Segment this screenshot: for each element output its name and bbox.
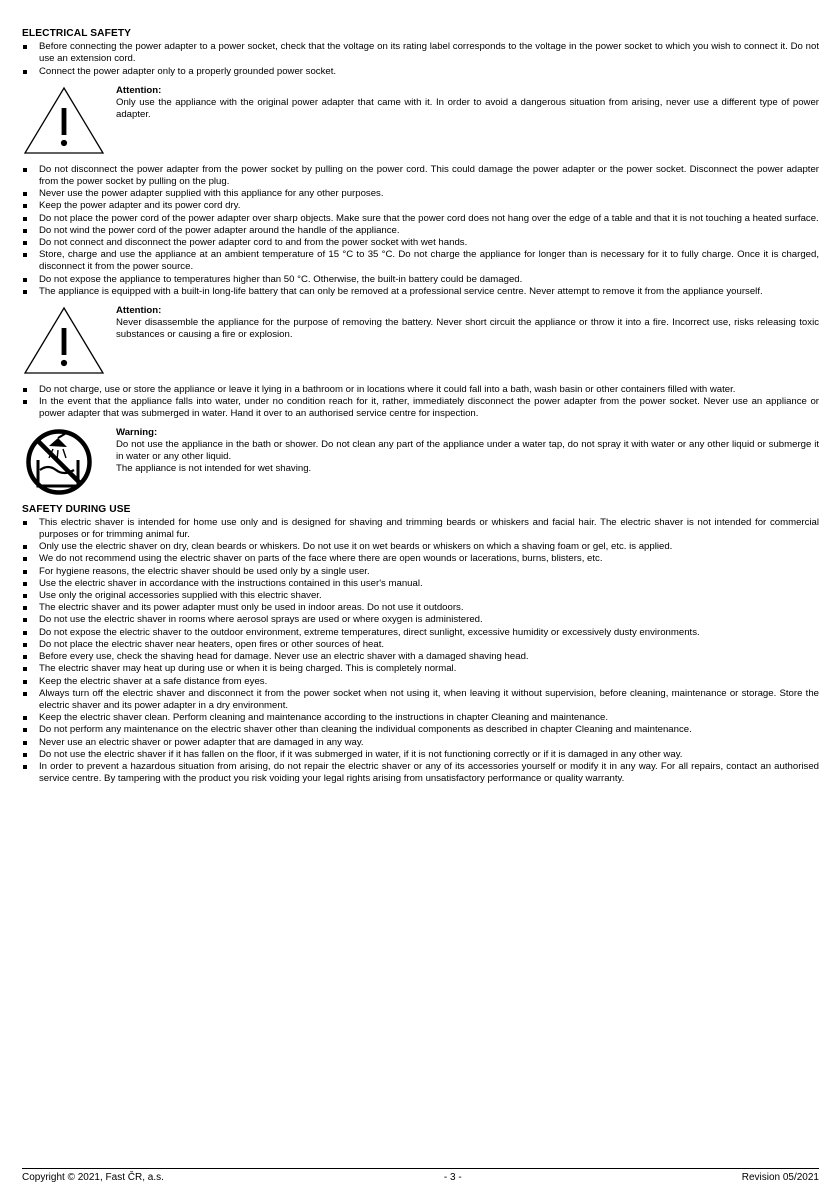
attention-text-2: Never disassemble the appliance for the purpose of removing the battery. Never short circuit the appliance or throw it into a fire. Incorrect use, risks releasing toxic substances or causing a fire or explosion. bbox=[116, 317, 819, 341]
list-item: Before connecting the power adapter to a power socket, check that the voltage on its rating label corresponds to the voltage in the power socket to which you wish to connect it. Do not use an extension cord. bbox=[22, 41, 819, 65]
list-item: Never use the power adapter supplied with this appliance for any other purposes. bbox=[22, 188, 819, 200]
list-item: Use only the original accessories supplied with this electric shaver. bbox=[22, 590, 819, 602]
list-item: Keep the electric shaver at a safe distance from eyes. bbox=[22, 676, 819, 688]
no-water-icon bbox=[22, 426, 116, 496]
document-page bbox=[22, 28, 819, 785]
list-item: In order to prevent a hazardous situation from arising, do not repair the electric shaver or any of its accessories yourself or modify it in any way. For all repairs, contact an authorised service centre. By tampering with the product you risk voiding your legal rights arising from unsatisfactory performance or quality warranty. bbox=[22, 761, 819, 785]
list-item: Never use an electric shaver or power adapter that are damaged in any way. bbox=[22, 737, 819, 749]
list-item: Do not charge, use or store the appliance or leave it lying in a bathroom or in locations where it could fall into a bath, wash basin or other containers filled with water. bbox=[22, 384, 819, 396]
list-item: We do not recommend using the electric shaver on parts of the face where there are open wounds or lacerations, burns, blisters, etc. bbox=[22, 553, 819, 565]
warning-triangle-icon bbox=[22, 84, 116, 156]
list-item: Before every use, check the shaving head for damage. Never use an electric shaver with a damaged shaving head. bbox=[22, 651, 819, 663]
section-heading-electrical: ELECTRICAL SAFETY bbox=[22, 28, 132, 39]
page-footer bbox=[22, 1168, 819, 1183]
warning-text-1: Do not use the appliance in the bath or shower. Do not clean any part of the appliance under a water tap, do not spray it with water or any other liquid or submerge it in water or any other liquid. bbox=[116, 438, 819, 463]
warning-title: Warning: bbox=[116, 426, 158, 438]
list-item: For hygiene reasons, the electric shaver should be used only by a single user. bbox=[22, 566, 819, 578]
attention-block-2 bbox=[22, 304, 819, 376]
list-item: Do not expose the appliance to temperatures higher than 50 °C. Otherwise, the built-in battery could be damaged. bbox=[22, 274, 819, 286]
list-item: Do not wind the power cord of the power adapter around the handle of the appliance. bbox=[22, 225, 819, 237]
list-item: The electric shaver and its power adapter must only be used in indoor areas. Do not use it outdoors. bbox=[22, 602, 819, 614]
list-electrical-a bbox=[22, 41, 819, 78]
list-item: Do not expose the electric shaver to the outdoor environment, extreme temperatures, direct sunlight, excessive humidity or excessively dusty environments. bbox=[22, 627, 819, 639]
footer-copyright: Copyright © 2021, Fast ČR, a.s. bbox=[22, 1172, 164, 1183]
attention-title-1: Attention: bbox=[116, 84, 162, 96]
list-item: Do not place the electric shaver near heaters, open fires or other sources of heat. bbox=[22, 639, 819, 651]
list-electrical-b bbox=[22, 164, 819, 298]
attention-block-1 bbox=[22, 84, 819, 156]
list-item: Do not connect and disconnect the power adapter cord to and from the power socket with wet hands. bbox=[22, 237, 819, 249]
list-item: Only use the electric shaver on dry, clean beards or whiskers. Do not use it on wet beards or whiskers on which a shaving foam or gel, etc. is applied. bbox=[22, 541, 819, 553]
list-item: Do not disconnect the power adapter from the power socket by pulling on the power cord. This could damage the power adapter or the power socket. Disconnect the power adapter from the power socket by pulling on the plug. bbox=[22, 164, 819, 188]
list-item: Do not use the electric shaver in rooms where aerosol sprays are used or where oxygen is administered. bbox=[22, 614, 819, 626]
list-item: Do not perform any maintenance on the electric shaver other than cleaning the individual components as described in chapter Cleaning and maintenance. bbox=[22, 724, 819, 736]
list-electrical-c bbox=[22, 384, 819, 421]
list-item: The electric shaver may heat up during use or when it is being charged. This is completely normal. bbox=[22, 663, 819, 675]
footer-page-number: - 3 - bbox=[443, 1172, 462, 1183]
attention-title-2: Attention: bbox=[116, 305, 162, 317]
list-item: Store, charge and use the appliance at an ambient temperature of 15 °C to 35 °C. Do not charge the appliance for longer than is necessary for it to fully charge. Once it is charged, disconnect it from the power source. bbox=[22, 249, 819, 273]
list-item: The appliance is equipped with a built-in long-life battery that can only be removed at a professional service centre. Never attempt to remove it from the appliance yourself. bbox=[22, 286, 819, 298]
list-item: Connect the power adapter only to a properly grounded power socket. bbox=[22, 66, 819, 78]
list-item: Do not use the electric shaver if it has fallen on the floor, if it was submerged in water, if it is not functioning correctly or if it is damaged in any other way. bbox=[22, 749, 819, 761]
list-item: Keep the power adapter and its power cord dry. bbox=[22, 200, 819, 212]
attention-text-1: Only use the appliance with the original power adapter that came with it. In order to avoid a dangerous situation from arising, never use a different type of power adapter. bbox=[116, 97, 819, 121]
list-item: Always turn off the electric shaver and disconnect it from the power socket when not using it, when leaving it without supervision, before cleaning, maintenance or storage. Store the electric shaver and its power adapter in a dry environment. bbox=[22, 688, 819, 712]
section-heading-use: SAFETY DURING USE bbox=[22, 503, 131, 515]
list-use bbox=[22, 517, 819, 785]
list-item: Keep the electric shaver clean. Perform cleaning and maintenance according to the instructions in chapter Cleaning and maintenance. bbox=[22, 712, 819, 724]
warning-text-2: The appliance is not intended for wet shaving. bbox=[116, 463, 312, 475]
warning-block bbox=[22, 426, 819, 496]
warning-triangle-icon bbox=[22, 304, 116, 376]
footer-revision: Revision 05/2021 bbox=[741, 1172, 819, 1183]
list-item: Do not place the power cord of the power adapter over sharp objects. Make sure that the power cord does not hang over the edge of a table and that it is not touching a heated surface. bbox=[22, 213, 819, 225]
list-item: Use the electric shaver in accordance with the instructions contained in this user's manual. bbox=[22, 578, 819, 590]
list-item: In the event that the appliance falls into water, under no condition reach for it, rather, immediately disconnect the power adapter from the power socket. Never use an appliance or power adapter that was submerged in water. Hand it over to an authorised service centre for inspection. bbox=[22, 396, 819, 420]
list-item: This electric shaver is intended for home use only and is designed for shaving and trimming beards or whiskers and facial hair. The electric shaver is not intended for commercial purposes or for trimming animal fur. bbox=[22, 517, 819, 541]
